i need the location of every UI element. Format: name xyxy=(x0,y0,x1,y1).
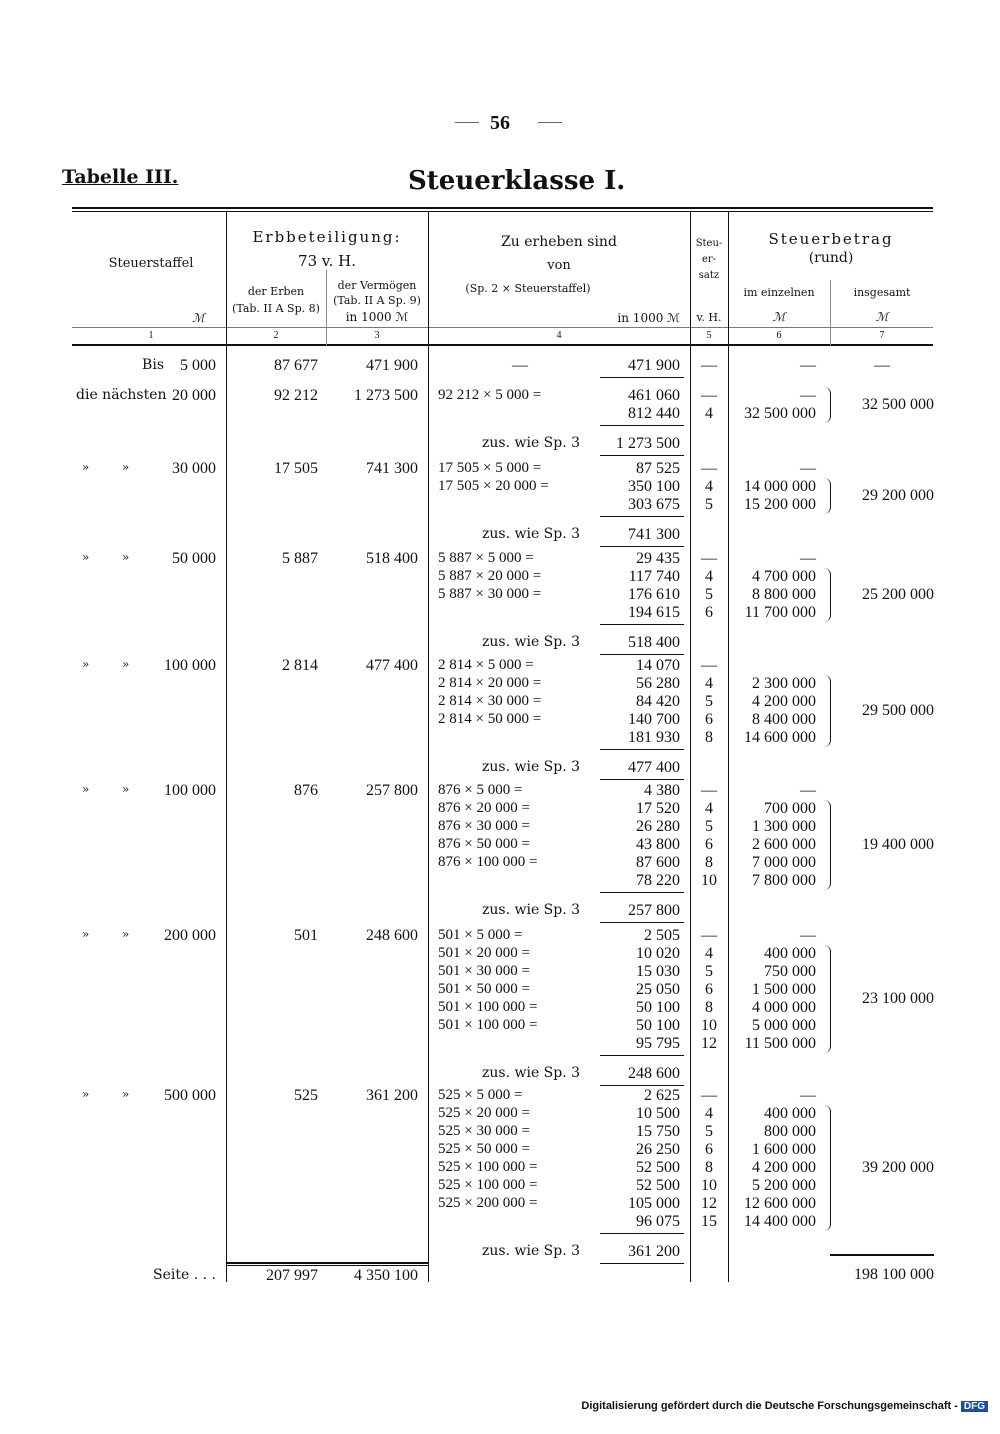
satz-value: 8 xyxy=(705,854,713,871)
header-satz-c: satz xyxy=(698,270,720,281)
satz-value: — xyxy=(701,782,717,799)
computed-value: 26 250 xyxy=(636,1141,680,1158)
satz-value: 4 xyxy=(705,945,713,962)
vermoegen-value: 518 400 xyxy=(366,550,418,567)
insgesamt-value: 25 200 000 xyxy=(862,586,934,603)
header-insgesamt: insgesamt xyxy=(853,286,911,299)
computed-value: 43 800 xyxy=(636,836,680,853)
computed-value: 10 020 xyxy=(636,945,680,962)
einzeln-value: — xyxy=(800,460,816,477)
subtotal-rule xyxy=(600,1055,684,1056)
header-erben: der Erben xyxy=(247,285,305,298)
satz-value: 5 xyxy=(705,818,713,835)
sum-label: zus. wie Sp. 3 xyxy=(482,634,581,650)
colnum-5: 5 xyxy=(706,330,712,341)
formula: 876 × 20 000 = xyxy=(438,800,530,816)
insgesamt-value: 29 500 000 xyxy=(862,702,934,719)
vline-3 xyxy=(428,212,429,1282)
satz-value: 5 xyxy=(705,496,713,513)
einzeln-value: 4 000 000 xyxy=(752,999,816,1016)
ditto-mark: » xyxy=(82,927,90,941)
sum-rule xyxy=(600,779,684,780)
colnum-4: 4 xyxy=(556,330,562,341)
formula: 876 × 5 000 = xyxy=(438,782,523,798)
colnum-1: 1 xyxy=(148,330,154,341)
top-rule xyxy=(72,207,933,209)
header-insgesamt-unit: ℳ xyxy=(875,310,889,324)
computed-value: 140 700 xyxy=(628,711,680,728)
computed-value: 50 100 xyxy=(636,1017,680,1034)
satz-value: 5 xyxy=(705,963,713,980)
satz-value: 4 xyxy=(705,675,713,692)
einzeln-value: 2 600 000 xyxy=(752,836,816,853)
colnum-7: 7 xyxy=(879,330,885,341)
computed-value: 2 625 xyxy=(644,1087,680,1104)
ditto-mark: » xyxy=(122,1087,130,1101)
header-vermoegen-ref: (Tab. II A Sp. 9) xyxy=(333,294,421,307)
header-satz-a: Steu- xyxy=(695,238,723,249)
curly-brace xyxy=(824,800,831,890)
formula: 501 × 30 000 = xyxy=(438,963,530,979)
sum-label: zus. wie Sp. 3 xyxy=(482,1065,581,1081)
satz-value: — xyxy=(701,1087,717,1104)
formula: 501 × 20 000 = xyxy=(438,945,530,961)
vermoegen-value: 257 800 xyxy=(366,782,418,799)
computed-value: 471 900 xyxy=(628,357,680,374)
curly-brace xyxy=(824,568,831,622)
header-satz-b: er- xyxy=(701,254,717,265)
einzeln-value: 1 300 000 xyxy=(752,818,816,835)
satz-value: 6 xyxy=(705,1141,713,1158)
computed-value: 25 050 xyxy=(636,981,680,998)
totals-rule-b xyxy=(226,1265,428,1266)
subtotal-rule xyxy=(600,892,684,893)
formula: 501 × 5 000 = xyxy=(438,927,523,943)
satz-value: 4 xyxy=(705,568,713,585)
sum-rule xyxy=(600,1263,684,1264)
satz-value: 5 xyxy=(705,693,713,710)
einzeln-value: 7 800 000 xyxy=(752,872,816,889)
computed-value: 176 610 xyxy=(628,586,680,603)
curly-brace xyxy=(824,478,831,514)
sum-rule xyxy=(600,1085,684,1086)
insgesamt-value: 23 100 000 xyxy=(862,990,934,1007)
vline-6-header xyxy=(830,280,831,346)
sum-label: zus. wie Sp. 3 xyxy=(482,759,581,775)
computed-value: 14 070 xyxy=(636,657,680,674)
sum-value: 257 800 xyxy=(628,902,680,919)
ditto-mark: » xyxy=(122,782,130,796)
ditto-mark: » xyxy=(82,657,90,671)
vermoegen-value: 361 200 xyxy=(366,1087,418,1104)
computed-value: 84 420 xyxy=(636,693,680,710)
subtotal-rule xyxy=(600,516,684,517)
satz-value: 6 xyxy=(705,711,713,728)
formula: 2 814 × 5 000 = xyxy=(438,657,534,673)
formula: 92 212 × 5 000 = xyxy=(438,387,542,403)
ditto-mark: » xyxy=(82,1087,90,1101)
sum-value: 1 273 500 xyxy=(616,435,680,452)
computed-value: 461 060 xyxy=(628,387,680,404)
vline-2-header xyxy=(326,270,327,346)
formula: 17 505 × 5 000 = xyxy=(438,460,542,476)
ditto-mark: » xyxy=(82,782,90,796)
einzeln-value: — xyxy=(800,387,816,404)
formula: 5 887 × 30 000 = xyxy=(438,586,542,602)
erben-value: 876 xyxy=(294,782,318,799)
formula: 876 × 30 000 = xyxy=(438,818,530,834)
colnum-2: 2 xyxy=(273,330,279,341)
computed-value: 95 795 xyxy=(636,1035,680,1052)
staffel-value: 50 000 xyxy=(172,550,216,567)
colnum-6: 6 xyxy=(776,330,782,341)
einzeln-value: 11 700 000 xyxy=(744,604,816,621)
einzeln-value: 11 500 000 xyxy=(744,1035,816,1052)
header-formula: (Sp. 2 × Steuerstaffel) xyxy=(465,282,591,295)
subtotal-rule xyxy=(600,1233,684,1234)
staffel-value: 100 000 xyxy=(164,782,216,799)
einzeln-value: — xyxy=(800,1087,816,1104)
sum-rule xyxy=(600,455,684,456)
erben-value: 87 677 xyxy=(274,357,318,374)
satz-value: 5 xyxy=(705,1123,713,1140)
erben-value: 5 887 xyxy=(282,550,318,567)
computed-value: 96 075 xyxy=(636,1213,680,1230)
header-erben-ref: (Tab. II A Sp. 8) xyxy=(232,302,320,315)
staffel-value: 20 000 xyxy=(172,387,216,404)
einzeln-value: 750 000 xyxy=(764,963,816,980)
sum-label: zus. wie Sp. 3 xyxy=(482,435,581,451)
header-bottom-rule xyxy=(72,344,933,346)
formula: 2 814 × 30 000 = xyxy=(438,693,542,709)
computed-value: 15 030 xyxy=(636,963,680,980)
totals-steuer: 198 100 000 xyxy=(854,1266,934,1283)
einzeln-value: 400 000 xyxy=(764,945,816,962)
sum-label: zus. wie Sp. 3 xyxy=(482,526,581,542)
einzeln-value: 8 800 000 xyxy=(752,586,816,603)
formula: 2 814 × 20 000 = xyxy=(438,675,542,691)
einzeln-value: 5 000 000 xyxy=(752,1017,816,1034)
staffel-value: 500 000 xyxy=(164,1087,216,1104)
formula: 876 × 50 000 = xyxy=(438,836,530,852)
curly-brace xyxy=(824,387,831,423)
vermoegen-value: 741 300 xyxy=(366,460,418,477)
satz-value: 5 xyxy=(705,586,713,603)
page-number: 56 xyxy=(490,112,510,134)
computed-value: 10 500 xyxy=(636,1105,680,1122)
staffel-value: 5 000 xyxy=(180,357,216,374)
satz-value: 12 xyxy=(701,1195,717,1212)
header-sep xyxy=(72,327,933,328)
einzeln-value: 7 000 000 xyxy=(752,854,816,871)
computed-value: 15 750 xyxy=(636,1123,680,1140)
totals-vermoegen: 4 350 100 xyxy=(354,1267,418,1284)
einzeln-value: 400 000 xyxy=(764,1105,816,1122)
formula: 2 814 × 50 000 = xyxy=(438,711,542,727)
sum-value: 518 400 xyxy=(628,634,680,651)
satz-value: — xyxy=(701,550,717,567)
einzeln-value: 800 000 xyxy=(764,1123,816,1140)
formula: 525 × 30 000 = xyxy=(438,1123,530,1139)
satz-value: 6 xyxy=(705,604,713,621)
sum-label: zus. wie Sp. 3 xyxy=(482,1243,581,1259)
satz-value: 10 xyxy=(701,872,717,889)
computed-value: 26 280 xyxy=(636,818,680,835)
satz-value: 10 xyxy=(701,1017,717,1034)
header-einzeln-unit: ℳ xyxy=(772,310,786,324)
satz-value: — xyxy=(701,460,717,477)
satz-value: 4 xyxy=(705,405,713,422)
vermoegen-value: 477 400 xyxy=(366,657,418,674)
formula: 525 × 200 000 = xyxy=(438,1195,538,1211)
header-steuerstaffel: Steuerstaffel xyxy=(108,256,194,271)
erben-value: 92 212 xyxy=(274,387,318,404)
einzeln-value: 12 600 000 xyxy=(744,1195,816,1212)
subtotal-rule xyxy=(600,624,684,625)
totals-label: Seite . . . xyxy=(153,1267,216,1283)
satz-value: 4 xyxy=(705,478,713,495)
header-vermoegen-unit: in 1000 ℳ xyxy=(345,310,409,324)
einzeln-value: 5 200 000 xyxy=(752,1177,816,1194)
ditto-mark: » xyxy=(82,460,90,474)
dfg-logo: DFG xyxy=(961,1401,988,1412)
computed-value: 52 500 xyxy=(636,1159,680,1176)
einzeln-value: 4 700 000 xyxy=(752,568,816,585)
formula: 525 × 20 000 = xyxy=(438,1105,530,1121)
page-number-dash-left xyxy=(455,122,479,123)
totals-rule-c xyxy=(830,1254,934,1256)
erben-value: 2 814 xyxy=(282,657,318,674)
top-rule-thin xyxy=(72,211,933,212)
vermoegen-value: 1 273 500 xyxy=(354,387,418,404)
ditto-mark: » xyxy=(122,550,130,564)
computed-value: 87 525 xyxy=(636,460,680,477)
einzeln-value: — xyxy=(800,550,816,567)
formula: 525 × 100 000 = xyxy=(438,1177,538,1193)
computed-value: 812 440 xyxy=(628,405,680,422)
formula: 501 × 100 000 = xyxy=(438,1017,538,1033)
subtotal-rule xyxy=(600,749,684,750)
einzeln-value: 14 600 000 xyxy=(744,729,816,746)
staffel-value: 100 000 xyxy=(164,657,216,674)
staffel-value: 30 000 xyxy=(172,460,216,477)
einzeln-value: 700 000 xyxy=(764,800,816,817)
einzeln-value: — xyxy=(800,782,816,799)
computed-value: 78 220 xyxy=(636,872,680,889)
computed-value: 56 280 xyxy=(636,675,680,692)
insgesamt-value: 19 400 000 xyxy=(862,836,934,853)
satz-value: 8 xyxy=(705,1159,713,1176)
einzeln-value: 2 300 000 xyxy=(752,675,816,692)
ditto-mark: » xyxy=(82,550,90,564)
page-number-dash-right xyxy=(538,122,562,123)
satz-value: 4 xyxy=(705,1105,713,1122)
sum-label: zus. wie Sp. 3 xyxy=(482,902,581,918)
page-title: Steuerklasse I. xyxy=(408,166,626,196)
satz-value: 8 xyxy=(705,999,713,1016)
sum-rule xyxy=(600,654,684,655)
satz-value: 12 xyxy=(701,1035,717,1052)
computed-value: 303 675 xyxy=(628,496,680,513)
curly-brace xyxy=(824,945,831,1053)
subtotal-rule xyxy=(600,425,684,426)
satz-value: — xyxy=(701,657,717,674)
satz-value: — xyxy=(701,927,717,944)
erben-value: 17 505 xyxy=(274,460,318,477)
header-col4-unit: in 1000 ℳ xyxy=(617,311,680,325)
header-steuerbetrag: Steuerbetrag xyxy=(768,230,894,248)
ditto-mark: » xyxy=(122,460,130,474)
einzeln-value: 32 500 000 xyxy=(744,405,816,422)
computed-value: 4 380 xyxy=(644,782,680,799)
satz-value: — xyxy=(701,387,717,404)
ditto-mark: » xyxy=(122,657,130,671)
einzeln-value: — xyxy=(800,927,816,944)
curly-brace xyxy=(824,675,831,747)
computed-value: 87 600 xyxy=(636,854,680,871)
formula: 525 × 50 000 = xyxy=(438,1141,530,1157)
einzeln-value: 14 400 000 xyxy=(744,1213,816,1230)
vermoegen-value: 471 900 xyxy=(366,357,418,374)
ditto-mark: » xyxy=(122,927,130,941)
computed-value: 29 435 xyxy=(636,550,680,567)
formula: 525 × 5 000 = xyxy=(438,1087,523,1103)
satz-value: 10 xyxy=(701,1177,717,1194)
curly-brace xyxy=(824,1105,831,1231)
header-erbbeteiligung-sub: 73 v. H. xyxy=(298,252,356,270)
formula: 5 887 × 20 000 = xyxy=(438,568,542,584)
insgesamt-value: 29 200 000 xyxy=(862,487,934,504)
formula: 17 505 × 20 000 = xyxy=(438,478,549,494)
header-vermoegen: der Vermögen xyxy=(337,279,417,292)
footer-text: Digitalisierung gefördert durch die Deutsche Forschungsgemeinschaft - xyxy=(581,1400,958,1412)
computed-value: 117 740 xyxy=(628,568,680,585)
formula: 876 × 100 000 = xyxy=(438,854,538,870)
sum-value: 361 200 xyxy=(628,1243,680,1260)
formula: 5 887 × 5 000 = xyxy=(438,550,534,566)
einzeln-value: 1 500 000 xyxy=(752,981,816,998)
computed-value: 52 500 xyxy=(636,1177,680,1194)
sum-rule xyxy=(600,546,684,547)
einzeln-value: 1 600 000 xyxy=(752,1141,816,1158)
formula: 525 × 100 000 = xyxy=(438,1159,538,1175)
satz-value: 4 xyxy=(705,800,713,817)
header-satz-unit: v. H. xyxy=(696,311,722,324)
sum-value: 248 600 xyxy=(628,1065,680,1082)
einzeln-value: — xyxy=(800,357,816,374)
colnum-3: 3 xyxy=(374,330,380,341)
header-zu-erheben: Zu erheben sind xyxy=(501,234,617,250)
computed-value: 350 100 xyxy=(628,478,680,495)
satz-value: 6 xyxy=(705,981,713,998)
subtotal-rule xyxy=(600,377,684,378)
totals-erben: 207 997 xyxy=(266,1267,318,1284)
satz-value: — xyxy=(701,357,717,374)
header-steuerbetrag-sub: (rund) xyxy=(808,250,854,266)
staffel-prefix: die nächsten xyxy=(76,387,167,403)
formula: 501 × 100 000 = xyxy=(438,999,538,1015)
staffel-value: 200 000 xyxy=(164,927,216,944)
einzeln-value: 4 200 000 xyxy=(752,1159,816,1176)
computed-value: 50 100 xyxy=(636,999,680,1016)
totals-rule-a xyxy=(226,1262,428,1264)
satz-value: 8 xyxy=(705,729,713,746)
table-label: Tabelle III. xyxy=(62,166,179,188)
header-einzeln: im einzelnen xyxy=(743,286,815,299)
computed-value: 2 505 xyxy=(644,927,680,944)
footer xyxy=(581,1400,988,1412)
insgesamt-value: — xyxy=(874,357,890,374)
computed-value: 194 615 xyxy=(628,604,680,621)
sum-rule xyxy=(600,922,684,923)
computed-value: 17 520 xyxy=(636,800,680,817)
satz-value: 15 xyxy=(701,1213,717,1230)
vermoegen-value: 248 600 xyxy=(366,927,418,944)
insgesamt-value: 39 200 000 xyxy=(862,1159,934,1176)
computed-value: 105 000 xyxy=(628,1195,680,1212)
sum-value: 477 400 xyxy=(628,759,680,776)
staffel-prefix: Bis xyxy=(142,357,164,373)
einzeln-value: 4 200 000 xyxy=(752,693,816,710)
erben-value: 501 xyxy=(294,927,318,944)
header-von: von xyxy=(547,258,571,273)
sum-value: 741 300 xyxy=(628,526,680,543)
formula: 501 × 50 000 = xyxy=(438,981,530,997)
satz-value: 6 xyxy=(705,836,713,853)
formula-dash: — xyxy=(512,357,528,374)
insgesamt-value: 32 500 000 xyxy=(862,396,934,413)
erben-value: 525 xyxy=(294,1087,318,1104)
header-col1-unit: ℳ xyxy=(192,311,205,325)
einzeln-value: 8 400 000 xyxy=(752,711,816,728)
einzeln-value: 14 000 000 xyxy=(744,478,816,495)
header-erbbeteiligung: Erbbeteiligung: xyxy=(252,228,402,246)
computed-value: 181 930 xyxy=(628,729,680,746)
einzeln-value: 15 200 000 xyxy=(744,496,816,513)
